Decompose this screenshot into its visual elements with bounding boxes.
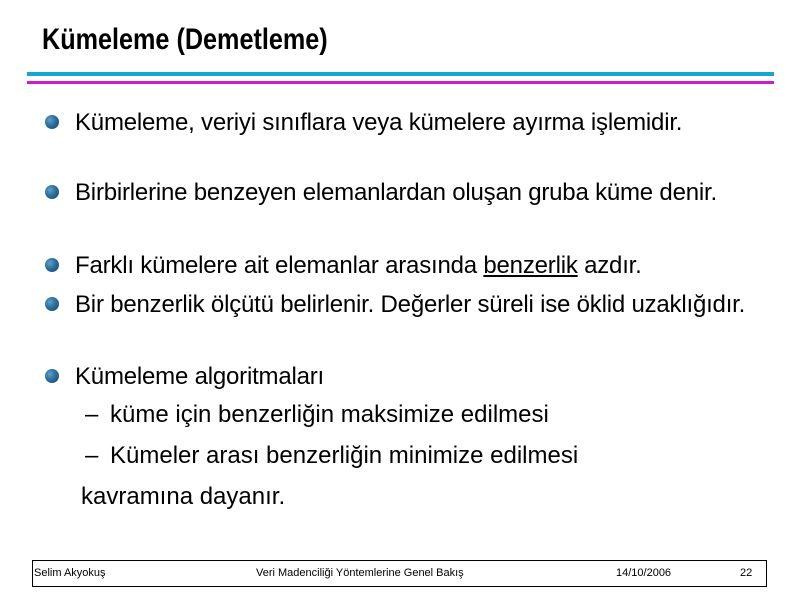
sub-bullet-text: küme için benzerliğin maksimize edilmesi	[110, 401, 549, 428]
footer-date: 14/10/2006	[616, 567, 672, 579]
bullet-text: Kümeleme algoritmaları	[75, 363, 325, 390]
footer-page-number: 22	[740, 567, 753, 579]
dash-icon: –	[85, 442, 99, 469]
bullet-text	[75, 249, 755, 282]
underlined-term: benzerlik	[483, 252, 578, 279]
bullet-text: Kümeleme, veriyi sınıflara veya kümelere ayırma işlemidir.	[75, 109, 683, 136]
bullet-icon	[45, 185, 59, 199]
footer-title: Veri Madenciliği Yöntemlerine Genel Bakış	[256, 567, 464, 579]
bullet-icon	[45, 369, 59, 383]
dash-icon: –	[85, 401, 99, 428]
sub-bullet-text: Kümeler arası benzerliğin minimize edilmesi	[110, 442, 579, 469]
bullet-text-before: Farklı kümelere ait elemanlar arasında	[75, 252, 484, 279]
slide-footer	[32, 560, 767, 587]
continuation-text: kavramına dayanır.	[81, 483, 286, 510]
title-divider-cyan	[27, 72, 774, 76]
footer-author: Selim Akyokuş	[34, 567, 106, 579]
bullet-icon	[45, 258, 59, 272]
slide-title: Kümeleme (Demetleme)	[42, 23, 328, 56]
bullet-text-after: azdır.	[577, 252, 642, 279]
title-divider-magenta	[27, 81, 774, 84]
bullet-text: Bir benzerlik ölçütü belirlenir. Değerler süreli ise öklid uzaklığıdır.	[75, 291, 746, 318]
bullet-text: Birbirlerine benzeyen elemanlardan oluşan gruba küme denir.	[75, 179, 717, 206]
bullet-icon	[45, 297, 59, 311]
bullet-icon	[45, 115, 59, 129]
